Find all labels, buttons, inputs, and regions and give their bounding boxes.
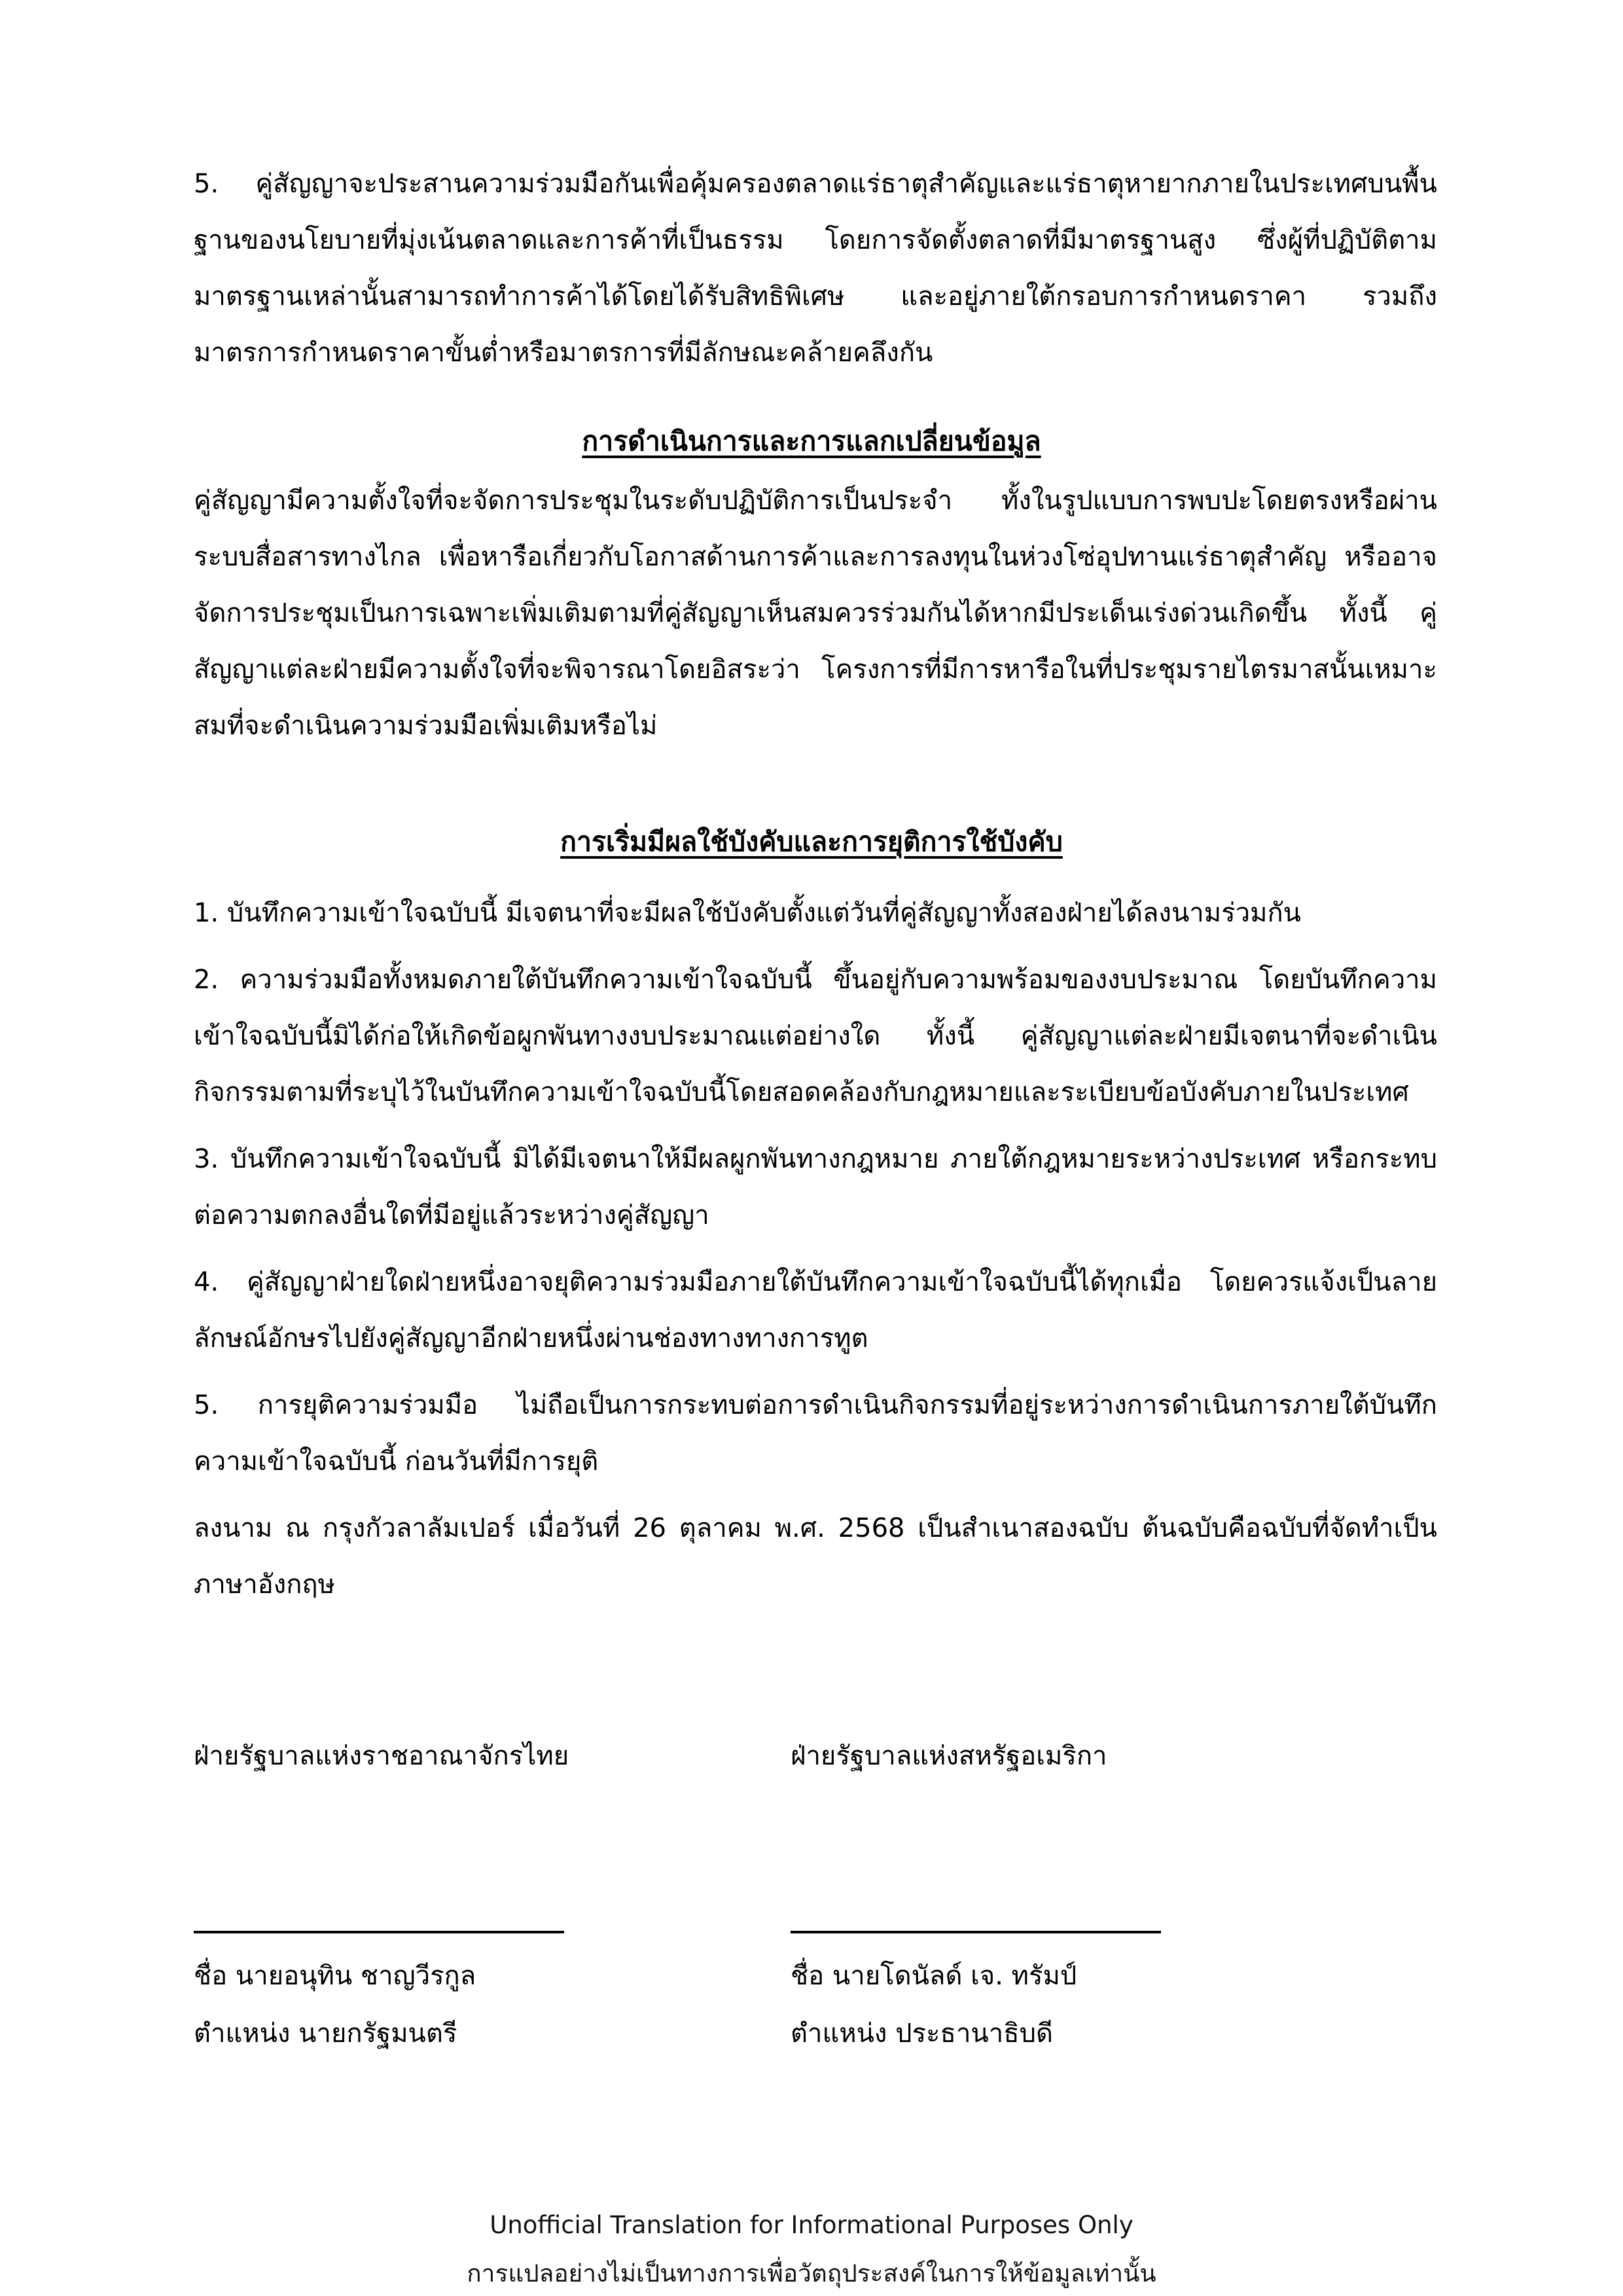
section-heading-entry-termination: การเริ่มมีผลใช้บังคับและการยุติการใช้บังคับ — [560, 826, 1063, 857]
operations-paragraph: คู่สัญญามีความตั้งใจที่จะจัดการประชุมในระดับปฏิบัติการเป็นประจำ ทั้งในรูปแบบการพบปะโดยตรงหรือผ่านระบบสื่อสารทางไกล เพื่อหารือเกี่ยวกับโอกาสด้านการค้าและการลงทุนในห่วงโซ่อุปทานแร่ธาตุสำคัญ หรืออาจจัดการประชุมเป็นการเฉพาะเพิ่มเติมตามที่คู่สัญญาเห็นสมควรร่วมกันได้หากมีประเด็นเร่งด่วนเกิดขึ้น ทั้งนี้ คู่สัญญาแต่ละฝ่ายมีความตั้งใจที่จะพิจารณาโดยอิสระว่า โครงการที่มีการหารือในที่ประชุมรายไตรมาสนั้นเหมาะสมที่จะดำเนินความร่วมมือเพิ่มเติมหรือไม่ — [194, 486, 1437, 741]
entry-clause-5: 5. การยุติความร่วมมือ ไม่ถือเป็นการกระทบต่อการดำเนินกิจกรรมที่อยู่ระหว่างการดำเนินการภายใต้บันทึกความเข้าใจฉบับนี้ ก่อนวันที่มีการยุติ — [194, 1390, 1437, 1477]
signature-line-united-states — [791, 1931, 1161, 1933]
signatory-name-united-states: ชื่อ นายโดนัลด์ เจ. ทรัมป์ — [791, 1961, 1077, 1991]
signature-party-thailand: ฝ่ายรัฐบาลแห่งราชอาณาจักรไทย — [194, 1741, 569, 1771]
entry-clause-3: 3. บันทึกความเข้าใจฉบับนี้ มิได้มีเจตนาให้มีผลผูกพันทางกฎหมาย ภายใต้กฎหมายระหว่างประเทศ หรือกระทบต่อความตกลงอื่นใดที่มีอยู่แล้วระหว่างคู่สัญญา — [194, 1144, 1437, 1230]
footer-disclaimer-english: Unofficial Translation for Informational Purposes Only — [490, 2211, 1133, 2239]
entry-clause-4: 4. คู่สัญญาฝ่ายใดฝ่ายหนึ่งอาจยุติความร่วมมือภายใต้บันทึกความเข้าใจฉบับนี้ได้ทุกเมื่อ โดยควรแจ้งเป็นลายลักษณ์อักษรไปยังคู่สัญญาอีกฝ่ายหนึ่งผ่านช่องทางทางการทูต — [194, 1267, 1437, 1354]
signatory-name-thailand: ชื่อ นายอนุทิน ชาญวีรกูล — [194, 1961, 476, 1991]
entry-clause-1: 1. บันทึกความเข้าใจฉบับนี้ มีเจตนาที่จะมีผลใช้บังคับตั้งแต่วันที่คู่สัญญาทั้งสองฝ่ายได้ลงนามร่วมกัน — [194, 898, 1302, 928]
signatory-title-thailand: ตำแหน่ง นายกรัฐมนตรี — [194, 2018, 457, 2049]
clause-5-minerals-paragraph: 5. คู่สัญญาจะประสานความร่วมมือกันเพื่อคุ้มครองตลาดแร่ธาตุสำคัญและแร่ธาตุหายากภายในประเทศบนพื้นฐานของนโยบายที่มุ่งเน้นตลาดและการค้าที่เป็นธรรม โดยการจัดตั้งตลาดที่มีมาตรฐานสูง ซึ่งผู้ที่ปฏิบัติตามมาตรฐานเหล่านั้นสามารถทำการค้าได้โดยได้รับสิทธิพิเศษ และอยู่ภายใต้กรอบการกำหนดราคา รวมถึงมาตรการกำหนดราคาขั้นต่ำหรือมาตรการที่มีลักษณะคล้ายคลึงกัน — [194, 169, 1437, 368]
section-heading-operations: การดำเนินการและการแลกเปลี่ยนข้อมูล — [582, 425, 1041, 457]
footer-disclaimer-thai: การแปลอย่างไม่เป็นทางการเพื่อวัตถุประสงค์ในการให้ข้อมูลเท่านั้น — [467, 2259, 1156, 2287]
signing-statement: ลงนาม ณ กรุงกัวลาลัมเปอร์ เมื่อวันที่ 26 ตุลาคม พ.ศ. 2568 เป็นสำเนาสองฉบับ ต้นฉบับคือฉบับที่จัดทำเป็นภาษาอังกฤษ — [194, 1513, 1437, 1600]
signature-party-united-states: ฝ่ายรัฐบาลแห่งสหรัฐอเมริกา — [791, 1741, 1107, 1771]
entry-clause-2: 2. ความร่วมมือทั้งหมดภายใต้บันทึกความเข้าใจฉบับนี้ ขึ้นอยู่กับความพร้อมของงบประมาณ โดยบันทึกความเข้าใจฉบับนี้มิได้ก่อให้เกิดข้อผูกพันทางงบประมาณแต่อย่างใด ทั้งนี้ คู่สัญญาแต่ละฝ่ายมีเจตนาที่จะดำเนินกิจกรรมตามที่ระบุไว้ในบันทึกความเข้าใจฉบับนี้โดยสอดคล้องกับกฎหมายและระเบียบข้อบังคับภายในประเทศ — [194, 965, 1437, 1107]
signature-line-thailand — [194, 1931, 564, 1933]
signatory-title-united-states: ตำแหน่ง ประธานาธิบดี — [791, 2018, 1053, 2049]
